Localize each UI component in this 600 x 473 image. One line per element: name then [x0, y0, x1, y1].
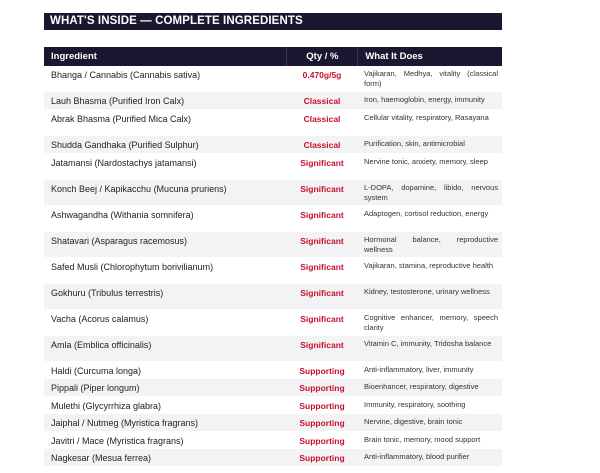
- qty-cell: Supporting: [299, 453, 345, 463]
- qty-cell: Significant: [300, 340, 344, 350]
- what-it-does-cell: Vitamin C, immunity, Tridosha balance: [364, 339, 492, 348]
- table-row: [44, 110, 502, 136]
- qty-cell: Classical: [303, 96, 341, 106]
- qty-cell: Significant: [300, 184, 344, 194]
- what-it-does-cell: Purification, skin, antimicrobial: [364, 139, 465, 148]
- what-it-does-cell: Iron, haemoglobin, energy, immunity: [364, 95, 485, 104]
- qty-cell: Supporting: [299, 418, 345, 428]
- ingredient-cell: Shudda Gandhaka (Purified Sulphur): [51, 140, 199, 150]
- what-it-does-cell: Brain tonic, memory, mood support: [364, 435, 481, 444]
- what-it-does-cell: Hormonal balance, reproductive wellness: [364, 235, 498, 254]
- table-row: [44, 154, 502, 180]
- what-it-does-cell: Nervine tonic, anxiety, memory, sleep: [364, 157, 488, 166]
- table-row: [44, 284, 502, 310]
- ingredient-cell: Ashwagandha (Withania somnifera): [51, 210, 194, 220]
- ingredient-cell: Mulethi (Glycyrrhiza glabra): [51, 401, 162, 411]
- table-row: [44, 136, 502, 154]
- qty-cell: Significant: [300, 158, 344, 168]
- table-row: [44, 206, 502, 232]
- table-row: [44, 449, 502, 467]
- table-row: [44, 414, 502, 432]
- ingredient-cell: Bhanga / Cannabis (Cannabis sativa): [51, 70, 201, 80]
- qty-cell: Significant: [300, 262, 344, 272]
- what-it-does-cell: Bioenhancer, respiratory, digestive: [364, 382, 479, 391]
- table-row: [44, 432, 502, 449]
- what-it-does-cell: Cellular vitality, respiratory, Rasayana: [364, 113, 489, 122]
- ingredient-cell: Shatavari (Asparagus racemosus): [51, 236, 188, 246]
- ingredient-cell: Abrak Bhasma (Purified Mica Calx): [51, 114, 192, 124]
- what-it-does-cell: Immunity, respiratory, soothing: [364, 400, 466, 409]
- ingredient-cell: Pippali (Piper longum): [51, 383, 140, 393]
- table-row: [44, 379, 502, 397]
- what-it-does-cell: Kidney, testosterone, urinary wellness: [364, 287, 490, 296]
- what-it-does-cell: Anti-inflammatory, liver, immunity: [364, 365, 474, 374]
- qty-cell: Supporting: [299, 401, 345, 411]
- what-it-does-cell: Anti-inflammatory, blood purifier: [364, 452, 470, 461]
- table-row: [44, 232, 502, 258]
- qty-cell: Significant: [300, 236, 344, 246]
- section-title: WHAT'S INSIDE — COMPLETE INGREDIENTS: [44, 13, 502, 30]
- qty-cell: Supporting: [299, 383, 345, 393]
- header-qty: Qty / %: [286, 47, 357, 66]
- qty-cell: 0.470g/5g: [302, 70, 342, 80]
- table-row: [44, 362, 502, 379]
- what-it-does-cell: Adaptogen, cortisol reduction, energy: [364, 209, 489, 218]
- qty-cell: Supporting: [299, 366, 345, 376]
- table-row: [44, 180, 502, 206]
- ingredient-cell: Vacha (Acorus calamus): [51, 314, 149, 324]
- table-row: [44, 397, 502, 414]
- table-row: [44, 336, 502, 362]
- table-row: [44, 310, 502, 336]
- ingredient-cell: Safed Musli (Chlorophytum borivilianum): [51, 262, 214, 272]
- ingredient-cell: Jaiphal / Nutmeg (Myristica fragrans): [51, 418, 199, 428]
- header-what-it-does: What It Does: [357, 47, 502, 66]
- what-it-does-cell: Nervine, digestive, brain tonic: [364, 417, 463, 426]
- qty-cell: Classical: [303, 140, 341, 150]
- qty-cell: Significant: [300, 288, 344, 298]
- ingredient-cell: Nagkesar (Mesua ferrea): [51, 453, 152, 463]
- table-header-row: [44, 47, 502, 66]
- table-row: [44, 66, 502, 92]
- what-it-does-cell: Cognitive enhancer, memory, speech clarity: [364, 313, 498, 332]
- what-it-does-cell: Vajikaran, stamina, reproductive health: [364, 261, 494, 270]
- ingredient-cell: Jatamansi (Nardostachys jatamansi): [51, 158, 197, 168]
- ingredient-cell: Konch Beej / Kapikacchu (Mucuna pruriens): [51, 184, 227, 194]
- qty-cell: Classical: [303, 114, 341, 124]
- table-row: [44, 258, 502, 284]
- ingredient-cell: Amla (Emblica officinalis): [51, 340, 152, 350]
- table-row: [44, 92, 502, 110]
- ingredient-cell: Gokhuru (Tribulus terrestris): [51, 288, 164, 298]
- qty-cell: Significant: [300, 314, 344, 324]
- qty-cell: Significant: [300, 210, 344, 220]
- header-ingredient: Ingredient: [51, 51, 97, 62]
- ingredient-cell: Haldi (Curcuma longa): [51, 366, 142, 376]
- ingredient-cell: Lauh Bhasma (Purified Iron Calx): [51, 96, 185, 106]
- table-body: [44, 66, 502, 467]
- what-it-does-cell: L-DOPA, dopamine, libido, nervous system: [364, 183, 498, 202]
- what-it-does-cell: Vajikaran, Medhya, vitality (classical form): [364, 69, 498, 88]
- ingredient-cell: Javitri / Mace (Myristica fragrans): [51, 436, 184, 446]
- qty-cell: Supporting: [299, 436, 345, 446]
- ingredients-table: [44, 47, 502, 467]
